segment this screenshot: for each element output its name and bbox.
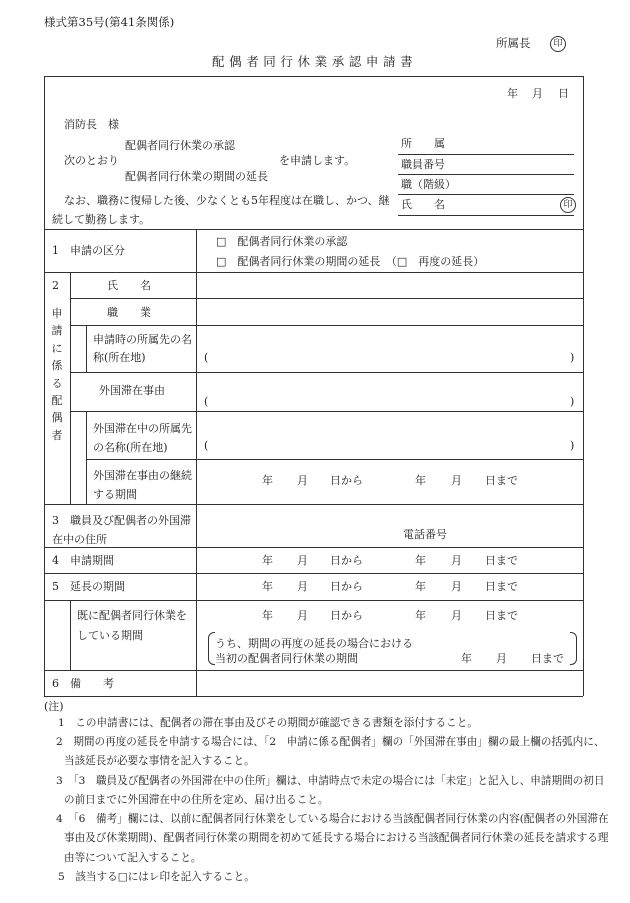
day-from-label: 日から bbox=[330, 474, 363, 487]
month-label: 月 bbox=[451, 580, 462, 593]
spouse-workplace-label: 申請時の所属先の名称(所在地) bbox=[93, 333, 192, 364]
stay-duration-label: 外国滞在事由の継続する期間 bbox=[93, 469, 192, 501]
row6-label: 6 備 考 bbox=[52, 677, 114, 690]
year-label: 年 bbox=[262, 609, 273, 622]
paren-open-foreign-workplace: ( bbox=[204, 439, 209, 452]
supervisor-label: 所属長 bbox=[496, 36, 531, 50]
paren-open-reason: ( bbox=[204, 395, 209, 408]
year-label: 年 bbox=[262, 474, 273, 487]
month-label: 月 bbox=[496, 652, 507, 665]
year-label: 年 bbox=[461, 652, 472, 665]
row4-label: 4 申請期間 bbox=[52, 554, 114, 567]
row5-label: 5 延長の期間 bbox=[52, 580, 125, 593]
note-4: 4 「6 備考」欄には、以前に配偶者同行休業をしている場合における当該配偶者同行休業の内容(配偶者の外国滞在事由及び休業期間)、配偶者同行休業の期間を初めて延長する場合における当該配偶者同行休業の延長を請求する理由等について記入すること。 bbox=[56, 813, 609, 864]
form-number: 様式第35号(第41条関係) bbox=[44, 15, 175, 29]
applicant-employee-no-line[interactable] bbox=[398, 174, 574, 175]
request-tail: を申請します。 bbox=[279, 154, 356, 167]
month-label: 月 bbox=[451, 474, 462, 487]
row2-number: 2 bbox=[52, 279, 59, 292]
request-option-extension: 配偶者同行休業の期間の延長 bbox=[125, 170, 268, 183]
addressee: 消防長 様 bbox=[64, 118, 119, 131]
notes-heading: (注) bbox=[44, 700, 64, 713]
form-title: 配偶者同行休業承認申請書 bbox=[212, 54, 418, 69]
month-label: 月 bbox=[297, 474, 308, 487]
day-to-label: 日まで bbox=[485, 474, 518, 487]
month-label: 月 bbox=[451, 554, 462, 567]
spouse-name-label: 氏 名 bbox=[107, 279, 151, 292]
day-to-label: 日まで bbox=[485, 609, 518, 622]
paren-close-foreign-workplace: ) bbox=[570, 439, 575, 452]
applicant-rank-line[interactable] bbox=[398, 194, 574, 195]
supervisor-seal-icon: 印 bbox=[550, 36, 566, 52]
year-label: 年 bbox=[262, 580, 273, 593]
note-1: 1 この申請書には、配偶者の滞在事由及びその期間が確認できる書類を添付すること。 bbox=[58, 717, 478, 729]
applicant-rank-label: 職（階級） bbox=[401, 178, 456, 191]
applicant-name-label: 氏 名 bbox=[401, 198, 445, 211]
date-month[interactable]: 月 bbox=[532, 87, 543, 100]
note-3: 3 「3 職員及び配偶者の外国滞在中の住所」欄は、申請時点で未定の場合には「未定」と記入し、申請期間の初日の前日までに外国滞在中の住所を定め、届け出ること。 bbox=[56, 775, 605, 807]
row1-checkbox-extension[interactable]: □ 配偶者同行休業の期間の延長 （□ 再度の延長） bbox=[216, 255, 485, 268]
paren-close-workplace: ) bbox=[570, 351, 575, 364]
remarks-field[interactable] bbox=[197, 671, 582, 695]
applicant-affiliation-label: 所 属 bbox=[401, 137, 445, 150]
month-label: 月 bbox=[451, 609, 462, 622]
year-label: 年 bbox=[415, 474, 426, 487]
applicant-affiliation-line[interactable] bbox=[398, 154, 574, 155]
applicant-seal-icon: 印 bbox=[560, 197, 576, 213]
row3-label: 3 職員及び配偶者の外国滞在中の住所 bbox=[52, 514, 191, 546]
spouse-job-label: 職 業 bbox=[107, 306, 151, 319]
request-option-approval: 配偶者同行休業の承認 bbox=[125, 139, 235, 152]
row2-vertical-label: 申請に係る配偶者 bbox=[51, 307, 63, 442]
prior-leave-label: 既に配偶者同行休業をしている期間 bbox=[77, 609, 187, 642]
row3-phone-label: 電話番号 bbox=[403, 528, 447, 541]
month-label: 月 bbox=[297, 580, 308, 593]
applicant-employee-no-label: 職員番号 bbox=[401, 158, 445, 171]
date-year[interactable]: 年 bbox=[507, 87, 518, 100]
request-lead: 次のとおり bbox=[64, 154, 119, 167]
paren-open-workplace: ( bbox=[204, 351, 209, 364]
row1-label: 1 申請の区分 bbox=[52, 244, 125, 257]
day-from-label: 日から bbox=[330, 580, 363, 593]
year-label: 年 bbox=[415, 580, 426, 593]
month-label: 月 bbox=[297, 554, 308, 567]
paren-close-reason: ) bbox=[570, 395, 575, 408]
date-day[interactable]: 日 bbox=[558, 87, 569, 100]
note-2: 2 期間の再度の延長を申請する場合には、「2 申請に係る配偶者」欄の「外国滞在事由」欄の最上欄の括弧内に、当該延長が必要な事情を記入すること。 bbox=[56, 736, 605, 768]
year-label: 年 bbox=[262, 554, 273, 567]
year-label: 年 bbox=[415, 609, 426, 622]
day-from-label: 日から bbox=[330, 554, 363, 567]
year-label: 年 bbox=[415, 554, 426, 567]
day-to-label: 日まで bbox=[485, 580, 518, 593]
day-to-label: 日まで bbox=[531, 652, 564, 665]
month-label: 月 bbox=[297, 609, 308, 622]
foreign-workplace-label: 外国滞在中の所属先の名称(所在地) bbox=[93, 422, 192, 454]
day-from-label: 日から bbox=[330, 609, 363, 622]
pledge-text: なお、職務に復帰した後、少なくとも5年程度は在職し、かつ、継続して勤務します。 bbox=[52, 194, 390, 226]
initial-period-note-line1: うち、期間の再度の延長の場合における bbox=[215, 637, 413, 650]
foreign-stay-reason-label: 外国滞在事由 bbox=[99, 384, 165, 397]
applicant-name-line[interactable] bbox=[398, 215, 574, 216]
initial-period-note-line2: 当初の配偶者同行休業の期間 bbox=[215, 652, 358, 665]
day-to-label: 日まで bbox=[485, 554, 518, 567]
row1-checkbox-approval[interactable]: □ 配偶者同行休業の承認 bbox=[216, 235, 348, 248]
note-5: 5 該当する□にはレ印を記入すること。 bbox=[58, 871, 255, 883]
